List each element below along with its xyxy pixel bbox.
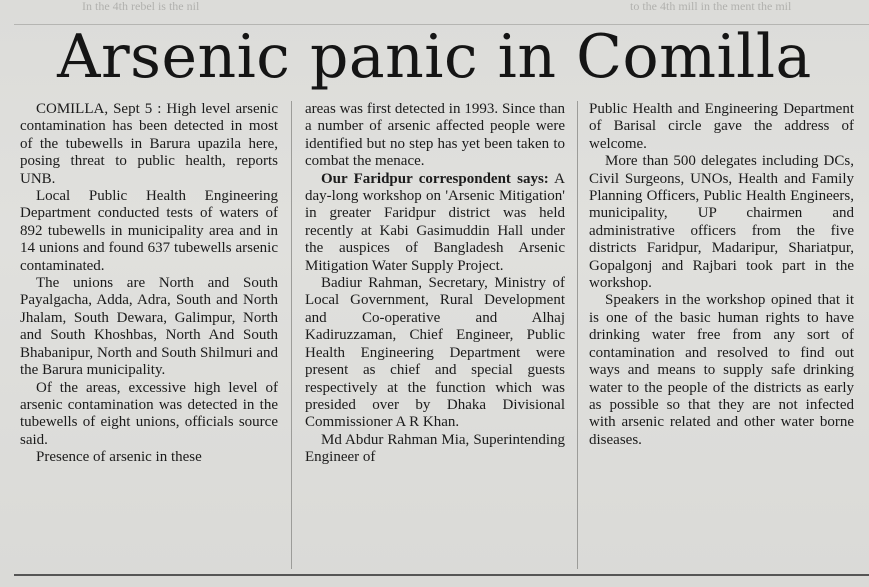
paragraph: Local Public Health Engineering Department conducted tests of waters of 892 tubewells in municipality area and in 14 unions and found 637 tubewells arsenic contaminated.: [20, 188, 278, 274]
paragraph: Badiur Rahman, Secretary, Ministry of Local Government, Rural Development and Co-operative and Alhaj Kadiruzzaman, Chief Engineer, Public Health Engineering Department were present as chief and special guests respectively at the function which was presided over by Dhaka Divisional Commissioner A R Khan.: [305, 275, 565, 431]
bleed-through-text-right: to the 4th mill in the ment the mil: [630, 0, 792, 13]
byline-paragraph: [305, 171, 565, 275]
correspondent-byline: Our Faridpur correspondent says:: [321, 170, 549, 187]
paragraph: Public Health and Engineering Department of Barisal circle gave the address of welcome.: [589, 101, 854, 152]
article-column-2: [305, 101, 565, 571]
column-divider: [577, 101, 578, 569]
paragraph: The unions are North and South Payalgacha, Adda, Adra, South and North Jhalam, South Dewara, Galimpur, North and South Khoshbas, North And South Bhabanipur, North and South Shilmuri and the Barura municipality.: [20, 275, 278, 379]
paragraph: Md Abdur Rahman Mia, Superintending Engineer of: [305, 431, 565, 466]
bottom-rule: [14, 574, 869, 576]
paragraph: Speakers in the workshop opined that it is one of the basic human rights to have drinking water free from any sort of contamination and resolved to find out ways and means to supply safe drinking water to the people of the districts as early as possible so that they are not infected with arsenic related and other water borne diseases.: [589, 292, 854, 448]
paragraph: Of the areas, excessive high level of arsenic contamination was detected in the tubewells of eight unions, officials source said.: [20, 379, 278, 448]
article-column-1: [20, 101, 278, 571]
paragraph: More than 500 delegates including DCs, Civil Surgeons, UNOs, Health and Family Planning Officers, Public Health Engineers, municipality, UP chairmen and administrative officers from the five districts Faridpur, Madaripur, Shariatpur, Gopalgonj and Rajbari took part in the workshop.: [589, 153, 854, 292]
headline: Arsenic panic in Comilla: [57, 22, 812, 92]
article-column-3: [589, 101, 854, 571]
bleed-through-text-left: In the 4th rebel is the nil: [82, 0, 200, 13]
byline-text: A day-long workshop on 'Arsenic Mitigation' in greater Faridpur district was held recently at Kabi Gasimuddin Hall under the auspices of Bangladesh Arsenic Mitigation Water Supply Project.: [305, 170, 565, 274]
paragraph: areas was first detected in 1993. Since than a number of arsenic affected people were identified but no step has yet been taken to combat the menace.: [305, 101, 565, 170]
paragraph: Presence of arsenic in these: [36, 449, 202, 466]
column-divider: [291, 101, 292, 569]
paragraph: COMILLA, Sept 5 : High level arsenic contamination has been detected in most of the tubewells in Barura upazila here, posing threat to public health, reports UNB.: [20, 101, 278, 187]
